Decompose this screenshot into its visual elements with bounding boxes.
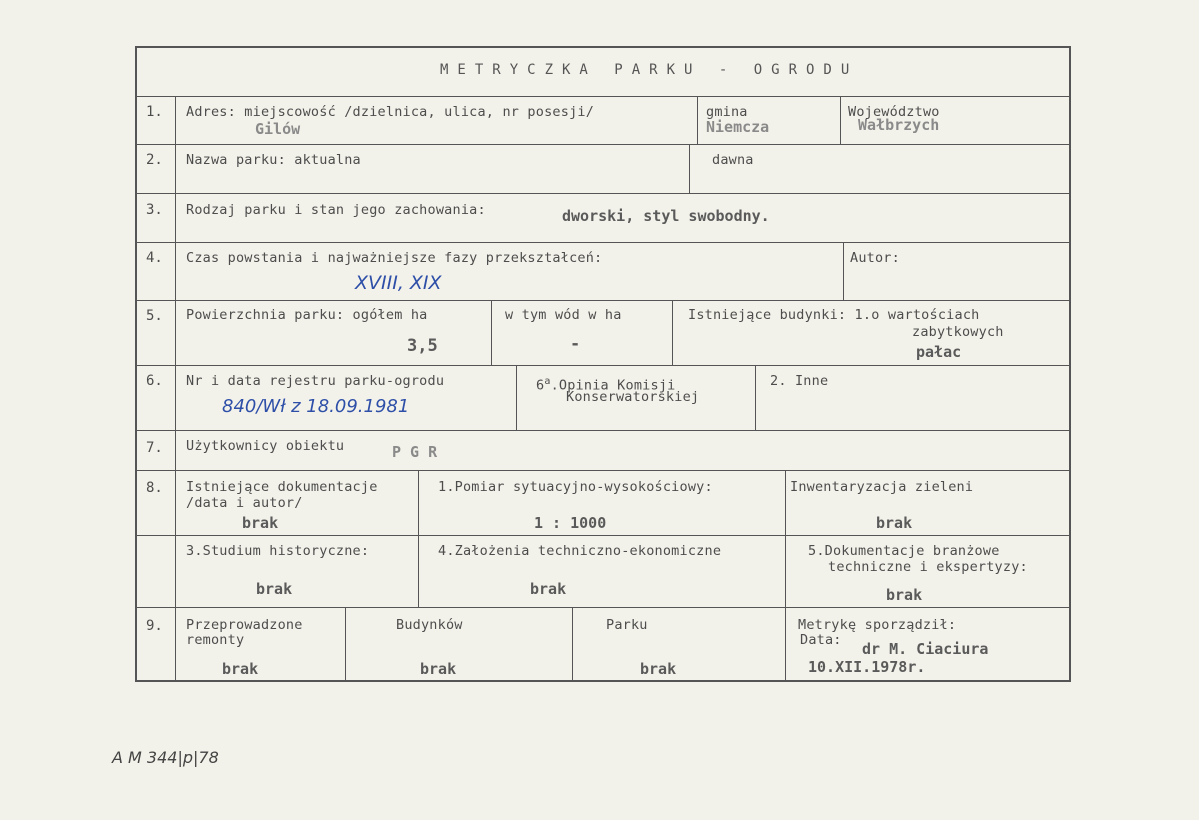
- repairs-label-line1: Przeprowadzone: [186, 617, 303, 633]
- cell-divider: [689, 144, 690, 193]
- gmina-label: gmina: [706, 104, 748, 120]
- repairs-value: brak: [222, 660, 259, 678]
- row-divider: [135, 242, 1071, 243]
- voivodeship-value: Wałbrzych: [858, 116, 940, 134]
- cell-divider: [516, 365, 517, 430]
- park-name-label: Nazwa parku: aktualna: [186, 152, 361, 168]
- area-value: 3,5: [407, 336, 438, 356]
- register-value: 840/Wł z 18.09.1981: [222, 396, 410, 417]
- row-divider: [135, 193, 1071, 194]
- cell-divider: [843, 242, 844, 300]
- buildings-label-line1: Istniejące budynki: 1.o wartościach: [688, 307, 980, 323]
- opinion-number: 6: [536, 377, 545, 394]
- card-title: METRYCZKA PARKU - OGRODU: [440, 62, 859, 78]
- survey-label: 1.Pomiar sytuacyjno-wysokościowy:: [438, 479, 713, 495]
- other-label: 2. Inne: [770, 373, 829, 389]
- row-number: 3.: [146, 202, 163, 218]
- row-divider: [135, 96, 1071, 97]
- address-label: Adres: miejscowość /dzielnica, ulica, nr posesji/: [186, 104, 595, 120]
- cell-divider: [418, 470, 419, 607]
- row-divider: [135, 470, 1071, 471]
- cell-divider: [840, 96, 841, 144]
- former-name-label: dawna: [712, 152, 754, 168]
- archive-mark: A M 344|p|78: [112, 748, 219, 767]
- users-label: Użytkownicy obiektu: [186, 438, 345, 454]
- buildings-repairs-value: brak: [420, 660, 457, 678]
- buildings-repairs-label: Budynków: [396, 617, 463, 633]
- row-divider: [135, 365, 1071, 366]
- row-number: 6.: [146, 373, 163, 389]
- origin-label: Czas powstania i najważniejsze fazy przekształceń:: [186, 250, 603, 266]
- park-type-label: Rodzaj parku i stan jego zachowania:: [186, 202, 486, 218]
- history-study-label: 3.Studium historyczne:: [186, 543, 370, 559]
- park-type-value: dworski, styl swobodny.: [562, 207, 770, 225]
- repairs-label-line2: remonty: [186, 632, 245, 648]
- register-label: Nr i data rejestru parku-ogrodu: [186, 373, 445, 389]
- park-repairs-value: brak: [640, 660, 677, 678]
- prepared-by-label: Metrykę sporządził:: [798, 617, 957, 633]
- opinion-label-line2: Konserwatorskiej: [566, 389, 700, 405]
- number-column-divider: [175, 96, 176, 682]
- park-repairs-label: Parku: [606, 617, 648, 633]
- area-label: Powierzchnia parku: ogółem ha: [186, 307, 428, 323]
- cell-divider: [785, 607, 786, 682]
- documents-value: brak: [242, 514, 279, 532]
- row-divider: [135, 430, 1071, 431]
- row-number: 4.: [146, 250, 163, 266]
- documents-label-line2: /data i autor/: [186, 495, 303, 511]
- voivodeship-label: Województwo: [848, 104, 940, 120]
- branch-docs-label-line1: 5.Dokumentacje branżowe: [808, 543, 1000, 559]
- prepared-by-value: dr M. Ciaciura: [862, 640, 989, 658]
- cell-divider: [572, 607, 573, 682]
- date-label: Data:: [800, 632, 842, 648]
- inventory-value: brak: [876, 514, 913, 532]
- row-number: 9.: [146, 618, 163, 634]
- survey-value: 1 : 1000: [534, 514, 607, 532]
- gmina-value: Niemcza: [706, 118, 770, 136]
- cell-divider: [672, 300, 673, 365]
- users-value: P G R: [392, 443, 438, 461]
- row-divider: [135, 144, 1071, 145]
- cell-divider: [755, 365, 756, 430]
- inventory-label: Inwentaryzacja zieleni: [790, 479, 974, 495]
- branch-docs-value: brak: [886, 586, 923, 604]
- cell-divider: [345, 607, 346, 682]
- cell-divider: [491, 300, 492, 365]
- history-study-value: brak: [256, 580, 293, 598]
- row-divider: [135, 300, 1071, 301]
- opinion-superscript: a: [544, 376, 551, 387]
- documents-label-line1: Istniejące dokumentacje: [186, 479, 378, 495]
- row-number: 1.: [146, 104, 163, 120]
- row-number: 5.: [146, 308, 163, 324]
- buildings-value: pałac: [916, 343, 962, 361]
- row-divider: [135, 535, 1071, 536]
- opinion-text: .Opinia Komisji: [550, 377, 676, 394]
- technical-label: 4.Założenia techniczno-ekonomiczne: [438, 543, 722, 559]
- row-number: 2.: [146, 152, 163, 168]
- water-label: w tym wód w ha: [505, 307, 622, 323]
- buildings-label-line2: zabytkowych: [912, 324, 1004, 340]
- technical-value: brak: [530, 580, 567, 598]
- branch-docs-label-line2: techniczne i ekspertyzy:: [828, 559, 1028, 575]
- origin-value: XVIII, XIX: [355, 272, 442, 294]
- author-label: Autor:: [850, 250, 900, 266]
- row-number: 8.: [146, 480, 163, 496]
- water-value: -: [570, 334, 581, 354]
- address-value: Gilów: [255, 120, 301, 138]
- cell-divider: [697, 96, 698, 144]
- row-number: 7.: [146, 440, 163, 456]
- date-value: 10.XII.1978r.: [808, 658, 926, 676]
- row-divider: [135, 607, 1071, 608]
- cell-divider: [785, 470, 786, 607]
